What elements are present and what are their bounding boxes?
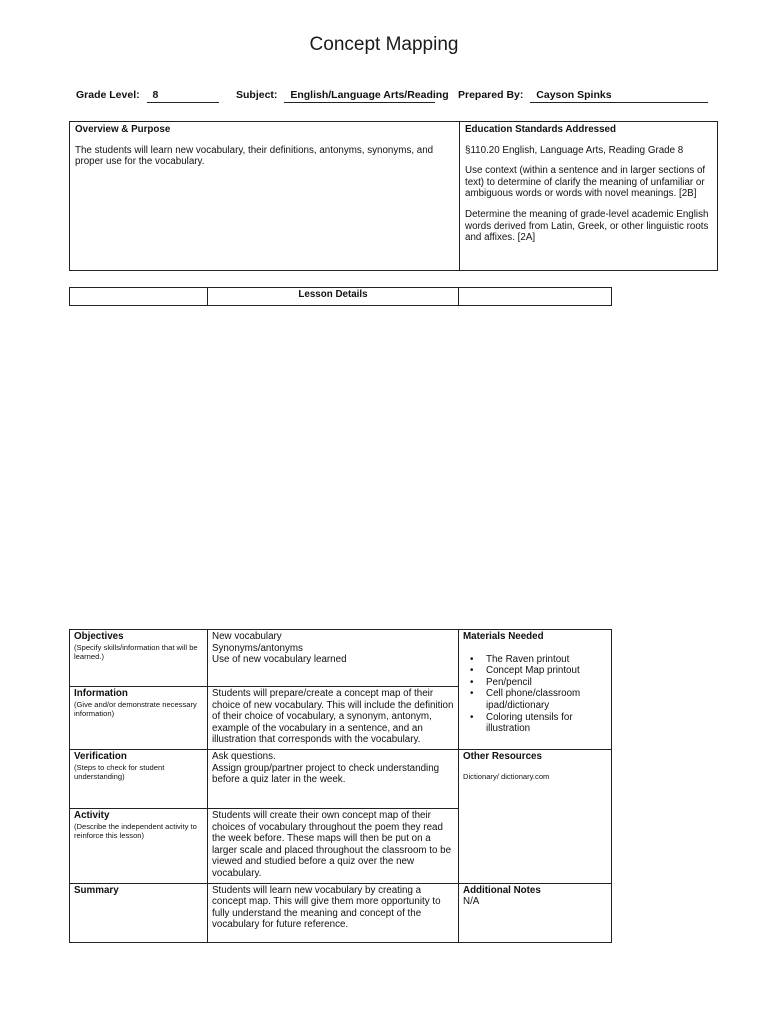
notes-text: N/A: [463, 896, 480, 908]
verification-sub: (Steps to check for student understanding): [74, 762, 165, 782]
information-content: Students will prepare/create a concept map of their choice of new vocabulary. This will include the definition of their choice of vocabulary, a synonym, antonym, example of the vocabulary in a sentence, and an illustration that corresponds with the vocabulary.: [208, 687, 459, 750]
subject-label: Subject:: [236, 89, 278, 101]
overview-cell: [70, 122, 460, 271]
activity-label-cell: [70, 809, 208, 884]
materials-item: • Coloring utensils for illustration: [467, 712, 607, 735]
activity-content: Students will create their own concept map of their choices of vocabulary throughout the poem they read the week before. These maps will then be put on a larger scale and placed throughout the classroom to be viewed and studied before a quiz over the new vocabulary.: [208, 809, 459, 884]
objective-line: Use of new vocabulary learned: [212, 654, 347, 666]
objectives-label-cell: [70, 630, 208, 687]
subject-value: English/Language Arts/Reading: [284, 89, 435, 103]
lesson-details-table: [69, 629, 612, 943]
grade-level-field: [76, 89, 219, 103]
notes-heading: Additional Notes: [463, 884, 541, 896]
resources-heading: Other Resources: [463, 751, 542, 762]
lesson-details-heading: Lesson Details: [208, 288, 459, 306]
verification-label-cell: [70, 750, 208, 809]
standard-item: Determine the meaning of grade-level academic English words derived from Latin, Greek, or other linguistic roots and affixes. [2A]: [465, 208, 709, 244]
information-label-cell: [70, 687, 208, 750]
objective-line: Synonyms/antonyms: [212, 642, 303, 654]
verification-label: Verification: [74, 751, 127, 762]
standard-item: Use context (within a sentence and in larger sections of text) to determine of clarify the meaning of unfamiliar or ambiguous words or words with novel meanings. [2B]: [465, 165, 706, 200]
objectives-content: [208, 630, 459, 687]
page-title: Concept Mapping: [309, 34, 459, 55]
lesson-blank-right: [459, 288, 612, 306]
summary-label-cell: [70, 883, 208, 942]
standard-item: §110.20 English, Language Arts, Reading Grade 8: [465, 144, 684, 156]
resources-cell: [459, 750, 612, 884]
materials-heading: Materials Needed: [463, 631, 544, 642]
materials-item: • Pen/pencil: [467, 677, 607, 689]
notes-cell: [459, 883, 612, 942]
objectives-label: Objectives: [74, 631, 124, 642]
prepared-by-value: Cayson Spinks: [530, 89, 708, 103]
verification-content: [208, 750, 459, 809]
materials-item: • The Raven printout: [467, 654, 607, 666]
materials-item: • Cell phone/classroom ipad/dictionary: [467, 688, 607, 711]
verification-line: Ask questions.: [212, 751, 276, 762]
lesson-details-bar: [69, 287, 612, 306]
overview-text: The students will learn new vocabulary, their definitions, antonyms, synonyms, and proper use for the vocabulary.: [75, 144, 434, 168]
information-label: Information: [74, 688, 128, 699]
summary-label: Summary: [74, 884, 119, 896]
materials-list: [463, 654, 607, 735]
grade-level-label: Grade Level:: [76, 89, 140, 101]
grade-level-value: 8: [147, 89, 219, 103]
activity-label: Activity: [74, 810, 110, 821]
materials-cell: [459, 630, 612, 750]
objectives-sub: (Specify skills/information that will be learned.): [74, 642, 198, 662]
objective-line: New vocabulary: [212, 631, 282, 642]
standards-heading: Education Standards Addressed: [465, 124, 616, 135]
standards-cell: [460, 122, 718, 271]
prepared-by-field: [458, 89, 708, 103]
summary-content: Students will learn new vocabulary by creating a concept map. This will give them more opportunity to fully understand the meaning and concept of the vocabulary for future reference.: [208, 883, 459, 942]
activity-sub: (Describe the independent activity to reinforce this lesson): [74, 821, 197, 841]
lesson-blank-left: [70, 288, 208, 306]
overview-table: [69, 121, 718, 271]
resources-text: Dictionary/ dictionary.com: [463, 771, 550, 781]
subject-field: [236, 89, 449, 103]
overview-heading: Overview & Purpose: [75, 124, 171, 135]
verification-line: Assign group/partner project to check understanding before a quiz later in the week.: [212, 762, 440, 786]
materials-item: • Concept Map printout: [467, 665, 607, 677]
information-sub: (Give and/or demonstrate necessary information): [74, 699, 197, 719]
prepared-by-label: Prepared By:: [458, 89, 524, 101]
